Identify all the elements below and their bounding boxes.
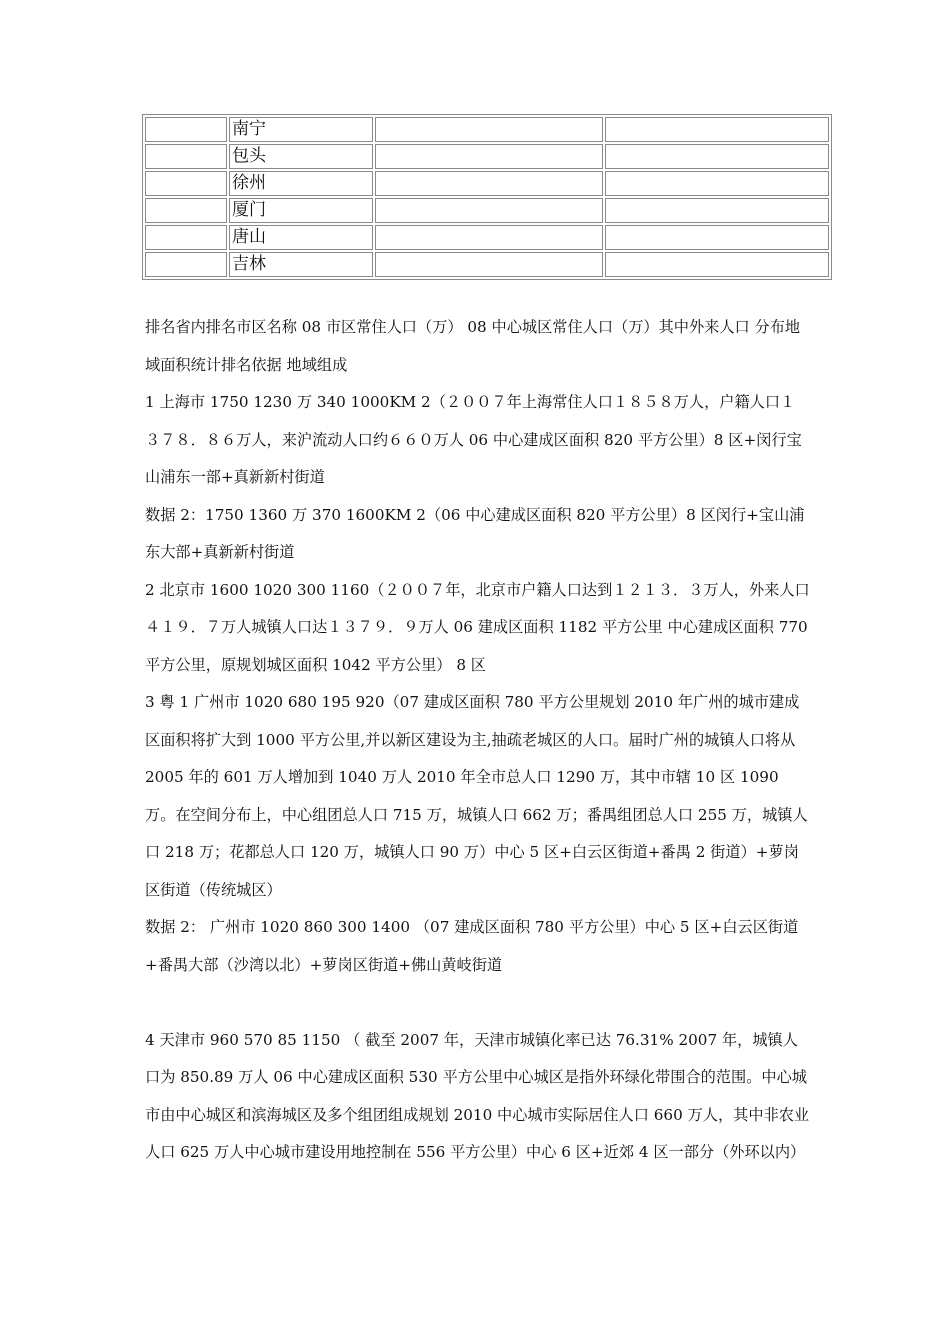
table-row bbox=[145, 117, 829, 142]
paragraph-guangzhou-data2: 数据 2： 广州市 1020 860 300 1400 （07 建成区面积 780 平方公里）中心 5 区+白云区街道+番禺大部（沙湾以北）+萝岗区街道+佛山黄岐街道 bbox=[145, 918, 799, 974]
table-cell bbox=[605, 117, 829, 142]
paragraph-shanghai-data2: 数据 2：1750 1360 万 370 1600KM 2（06 中心建成区面积 820 平方公里）8 区闵行+宝山浦东大部+真新新村街道 bbox=[145, 505, 805, 561]
city-cell: 徐州 bbox=[229, 171, 373, 196]
table-cell bbox=[605, 198, 829, 223]
table-cell bbox=[375, 198, 603, 223]
table-row bbox=[145, 144, 829, 169]
table-cell bbox=[375, 252, 603, 277]
city-table bbox=[142, 114, 832, 280]
city-cell: 吉林 bbox=[229, 252, 373, 277]
table-cell bbox=[375, 144, 603, 169]
paragraph-shanghai: 1 上海市 1750 1230 万 340 1000KM 2（２００７年上海常住人口１８５８万人，户籍人口１３７８．８６万人，来沪流动人口约６６０万人 06 中心建成区面积 820 平方公里）8 区+闵行宝山浦东一部+真新新村街道 bbox=[145, 393, 802, 486]
table-cell bbox=[145, 225, 227, 250]
table-cell bbox=[375, 117, 603, 142]
city-cell: 包头 bbox=[229, 144, 373, 169]
city-cell: 厦门 bbox=[229, 198, 373, 223]
table-cell bbox=[605, 252, 829, 277]
table-cell bbox=[605, 171, 829, 196]
paragraph-guangzhou: 3 粤 1 广州市 1020 680 195 920（07 建成区面积 780 平方公里规划 2010 年广州的城市建成区面积将扩大到 1000 平方公里,并以新区建设为主,抽疏老城区的人口。届时广州的城镇人口将从 2005 年的 601 万人增加到 1040 万人 2010 年全市总人口 1290 万，其中市辖 10 区 1090 万。在空间分布上，中心组团总人口 715 万，城镇人口 662 万；番禺组团总人口 255 万，城镇人口 218 万；花都总人口 120 万，城镇人口 90 万）中心 5 区+白云区街道+番禺 2 街道）+萝岗区街道（传统城区） bbox=[145, 693, 808, 899]
paragraph-tianjin: 4 天津市 960 570 85 1150 （ 截至 2007 年，天津市城镇化率已达 76.31% 2007 年，城镇人口为 850.89 万人 06 中心建成区面积 530 平方公里中心城区是指外环绿化带围合的范围。中心城市由中心城区和滨海城区及多个组团组成规划 2010 中心城市实际居住人口 660 万人，其中非农业人口 625 万人中心城市建设用地控制在 556 平方公里）中心 6 区+近郊 4 区一部分（外环以内） bbox=[145, 1030, 810, 1161]
table-cell bbox=[375, 171, 603, 196]
table-cell bbox=[605, 144, 829, 169]
header-paragraph: 排名省内排名市区名称 08 市区常住人口（万） 08 中心城区常住人口（万）其中外来人口 分布地域面积统计排名依据 地域组成 bbox=[145, 318, 801, 374]
city-cell: 唐山 bbox=[229, 225, 373, 250]
table-cell bbox=[145, 117, 227, 142]
table-cell bbox=[605, 225, 829, 250]
table-cell bbox=[145, 198, 227, 223]
table-row bbox=[145, 252, 829, 277]
city-cell: 南宁 bbox=[229, 117, 373, 142]
table-cell bbox=[145, 171, 227, 196]
paragraph-beijing: 2 北京市 1600 1020 300 1160（２００７年，北京市户籍人口达到１２１３．３万人，外来人口４１９．７万人城镇人口达１３７９．９万人 06 建成区面积 1182 平方公里 中心建成区面积 770 平方公里，原规划城区面积 1042 平方公里） 8 区 bbox=[145, 580, 810, 674]
table-row bbox=[145, 198, 829, 223]
table-cell bbox=[145, 144, 227, 169]
document-body bbox=[145, 309, 810, 1172]
table-cell bbox=[145, 252, 227, 277]
table-cell bbox=[375, 225, 603, 250]
table-row bbox=[145, 225, 829, 250]
table-row bbox=[145, 171, 829, 196]
